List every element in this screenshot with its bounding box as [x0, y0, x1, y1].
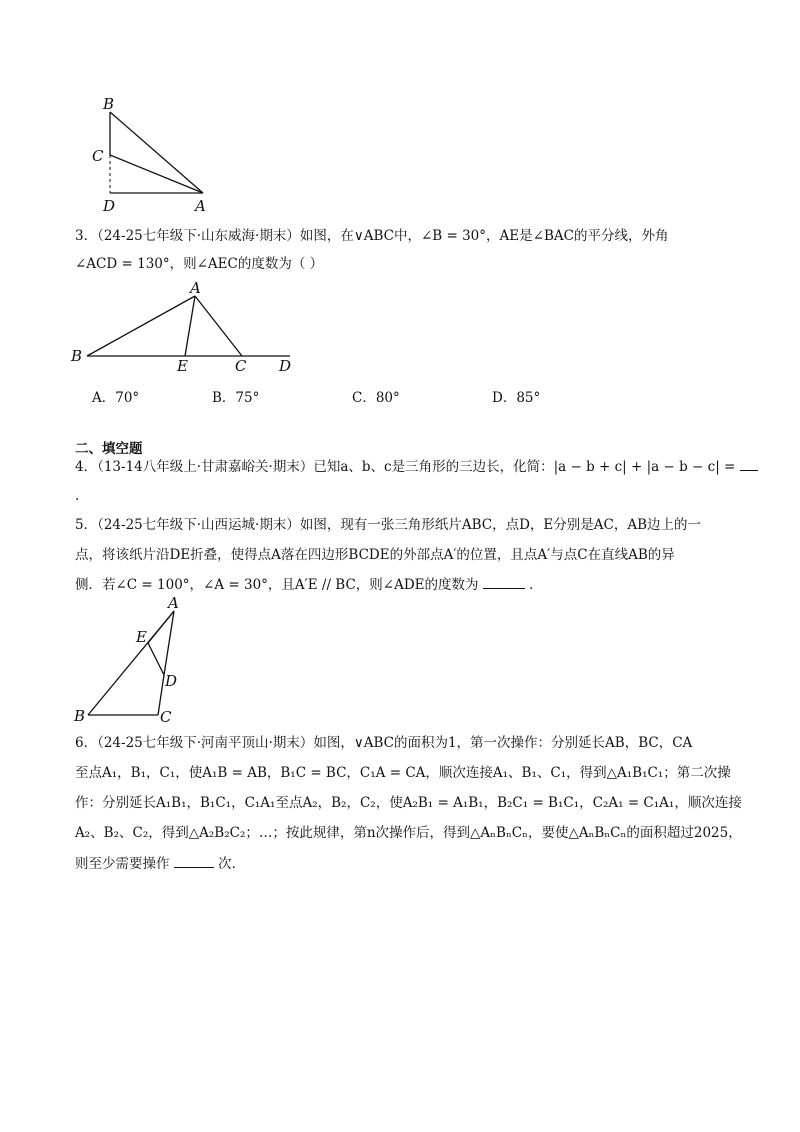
q4-text: 4．（13-14八年级上·甘肃嘉峪关·期末）已知a、b、c是三角形的三边长，化简：|a − b + c| + |a − b − c| = — [75, 459, 736, 475]
q4-line-2: . — [75, 488, 80, 504]
label-d: D — [279, 357, 292, 375]
label-c: C — [92, 147, 104, 165]
label-e: E — [136, 628, 147, 646]
segment-ae — [185, 296, 195, 356]
segment-ba — [110, 112, 203, 193]
label-b: B — [103, 95, 115, 113]
q6-answer-blank[interactable] — [174, 853, 214, 868]
q5-answer-blank[interactable] — [483, 574, 525, 589]
q6-text: 则至少需要操作 — [75, 856, 170, 872]
q6-line-5 — [75, 853, 245, 874]
q5-line-3 — [75, 574, 543, 595]
q3-line-1: 3．（24-25七年级下·山东威海·期末）如图，在∨ABC中，∠B = 30°，AE是∠BAC的平分线，外角 — [75, 228, 669, 244]
label-a: A — [195, 197, 206, 215]
q6-line-3: 作：分别延长A₁B₁，B₁C₁，C₁A₁至点A₂，B₂，C₂，使A₂B₁ = A₁B₁，B₂C₁ = B₁C₁，C₂A₁ = C₁A₁，顺次连接 — [75, 795, 742, 811]
q3-option-b[interactable]: B．75° — [212, 390, 260, 406]
label-d: D — [165, 672, 178, 690]
figure-1 — [80, 90, 220, 215]
label-a: A — [190, 280, 201, 297]
q4-answer-blank[interactable] — [740, 456, 758, 471]
figure-q5 — [68, 595, 198, 727]
label-a: A — [168, 595, 179, 612]
q5-period: ． — [529, 577, 543, 593]
q5-text: 侧．若∠C = 100°，∠A = 30°，且A′E // BC，则∠ADE的度数为 — [75, 577, 479, 593]
q3-option-a[interactable]: A．70° — [92, 390, 140, 406]
label-b: B — [71, 347, 83, 365]
label-c: C — [235, 357, 247, 375]
segment-ca — [110, 155, 203, 193]
q6-line-2: 至点A₁，B₁，C₁，使A₁B = AB，B₁C = BC，C₁A = CA，顺次连接A₁、B₁、C₁，得到△A₁B₁C₁；第二次操 — [75, 765, 731, 781]
segment-ab — [87, 296, 195, 356]
q5-line-1: 5．（24-25七年级下·山西运城·期末）如图，现有一张三角形纸片ABC，点D，E分别是AC，AB边上的一 — [75, 517, 702, 533]
q4-line-1 — [75, 456, 758, 477]
label-e: E — [177, 357, 188, 375]
q6-line-4: A₂、B₂、C₂，得到△A₂B₂C₂；…；按此规律，第n次操作后，得到△AₙBₙCₙ，要使△AₙBₙCₙ的面积超过2025， — [75, 825, 742, 841]
q6-suffix: 次． — [218, 856, 246, 872]
q6-line-1: 6．（24-25七年级下·河南平顶山·期末）如图，∨ABC的面积为1，第一次操作：分别延长AB，BC，CA — [75, 735, 693, 751]
section-2-title: 二、填空题 — [75, 441, 143, 457]
q3-option-c[interactable]: C．80° — [352, 390, 400, 406]
figure-q3 — [65, 280, 305, 378]
q5-line-2: 点，将该纸片沿DE折叠，使得点A落在四边形BCDE的外部点A′的位置，且点A′与点C在直线AB的异 — [75, 547, 675, 563]
label-c: C — [160, 708, 172, 726]
label-d: D — [103, 197, 116, 215]
segment-ac — [195, 296, 242, 356]
label-b: B — [74, 707, 86, 725]
q3-line-2: ∠ACD = 130°，则∠AEC的度数为（ ） — [75, 256, 324, 272]
segment-ed — [148, 643, 164, 675]
q3-option-d[interactable]: D．85° — [492, 390, 541, 406]
